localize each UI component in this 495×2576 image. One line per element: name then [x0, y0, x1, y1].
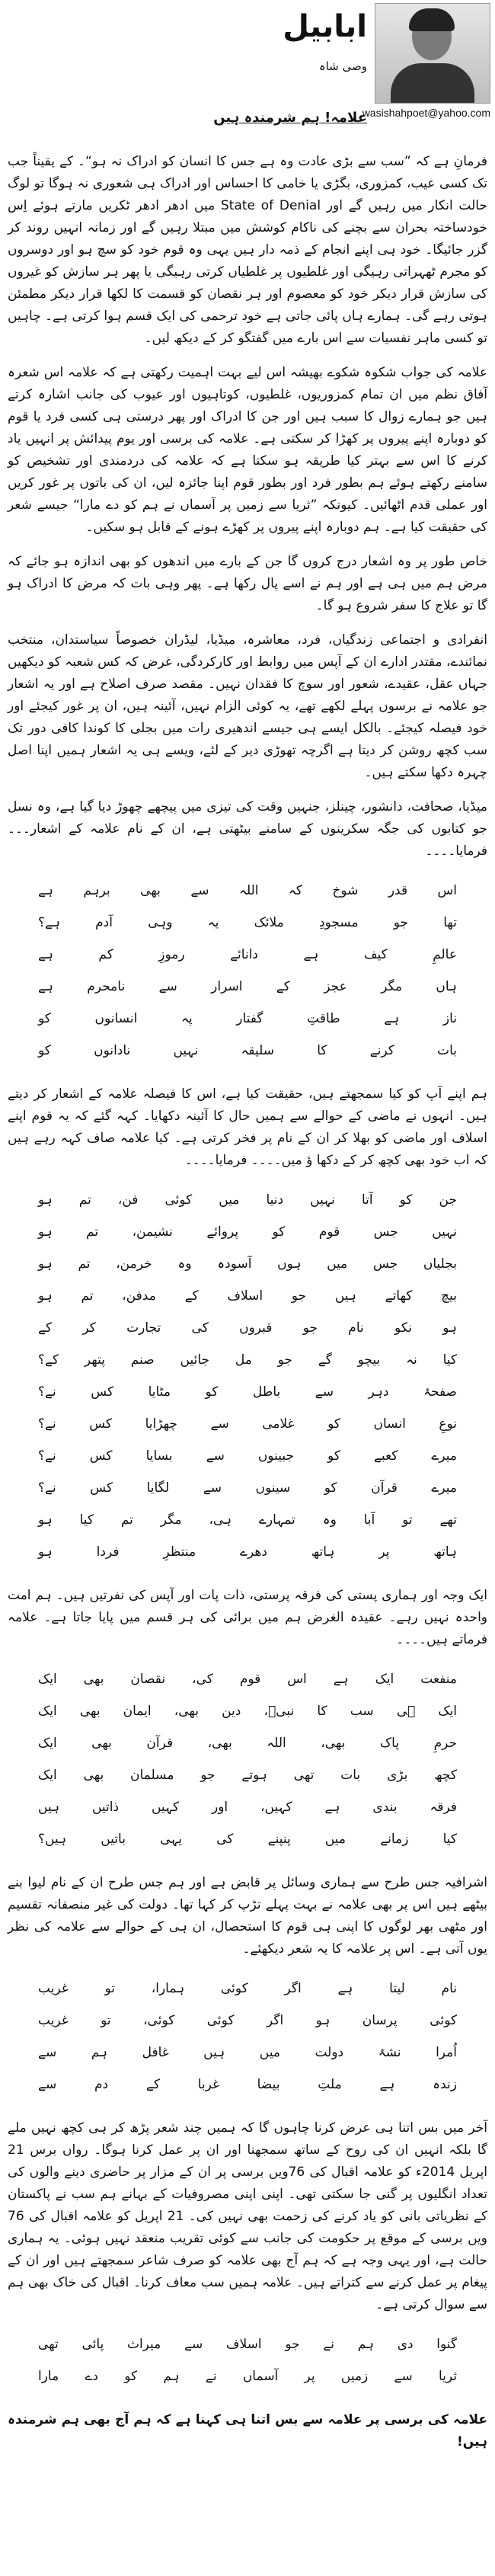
poem-block	[38, 1663, 457, 1855]
poem-block	[38, 1184, 457, 1568]
paragraph: علامہ کی جواب شکوہ شکوے بھیشہ اس لیے بہت اہمیت رکھتی ہے کہ علامہ اس شعرہ آفاق نظم میں ان تمام کمزوریوں، غلطیوں، کوتاہیوں اور عیوب کی جانب اشارہ کرتے ہیں جو ہمارے زوال کا سبب ہیں اور جن کا ادراک اور پھر درستی ہی کسی فرد یا قوم کو دوبارہ اپنے پیروں پر کھڑا کر سکتی ہے۔ علامہ کی برسی اور یوم پیدائش پر انہیں یاد کرنے کا اس سے بہتر کیا طریقہ ہو سکتا ہے کہ علامہ کی دردمندی اور تشخیص کو سامنے رکھتے ہوئے ہم بطور فرد اور بطور قوم اپنا جائزہ لیں، ان کی باتوں پر غور کریں اور عملی قدم اٹھائیں۔ کیونکہ ”ثریا سے زمیں پر آسماں نے ہم کو دے مارا“ جیسے شعر کی حقیقت کیا ہے۔ ہم دوبارہ اپنے پیروں پر کھڑے ہونے کے قابل ہو سکیں۔	[8, 365, 487, 535]
poem-block	[38, 875, 457, 1067]
poem-line: ہاں مگر عجز کے اسرار سے نامحرم ہے	[38, 979, 457, 994]
column-header	[129, 3, 495, 140]
column-logo: ابابیل	[283, 9, 367, 44]
paragraph: میڈیا، صحافت، دانشور، چینلز، جنہیں وقت کی تیزی میں پیچھے چھوڑ دیا گیا ہے، وہ نسل جو کتابوں کی جگہ سکرینوں کے سامنے بیٹھتی ہے، ان کے نام علامہ کے اشعار۔۔۔ فرمایا۔۔۔۔	[8, 799, 487, 859]
poem-line: تھا جو مسجودِ ملائک یہ وہی آدم ہے؟	[38, 915, 457, 930]
paragraph: اشرافیہ جس طرح سے ہماری وسائل پر قابض ہے اور ہم جس طرح ان کے نام لیوا بنے بیٹھے ہیں اس پر بھی علامہ نے بہت پہلے تڑپ کر کہا تھا۔ دولت کی غیر منصفانہ تقسیم اور مٹھی بھر لوگوں کا اپنی ہی قوم کا استحصال، ان ہی کے حوالے سے علامہ کی نظر یوں آتی ہے۔ اس پر علامہ کا یہ شعر دیکھئے۔	[8, 1875, 487, 1957]
closing-line: علامہ کی برسی پر علامہ سے بس اتنا ہی کہنا ہے کہ ہم آج بھی ہم شرمندہ ہیں!	[8, 2412, 487, 2450]
photo-body	[391, 63, 474, 103]
poem-line: نوعِ انساں کو غلامی سے چھڑایا کس نے؟	[38, 1416, 457, 1432]
paragraph: آخر میں بس اتنا ہی عرض کرنا چاہوں گا کہ ہمیں چند شعر پڑھ کر ہی کچھ نہیں ملے گا بلکہ انہیں ان کی روح کے ساتھ سمجھنا اور ان پر عمل کرنا ہوگا۔ رواں برس 21 اپریل 2014ء کو علامہ اقبال کی 76ویں برسی پر ان کے مزار پر حاضری دینے والوں کی تعداد انگلیوں پر گنی جا سکتی تھی۔ اپنی اپنی مصروفیات کے بہانے ہم سب نے پاکستان کے نظریاتی بانی کو یاد کرنے کی زحمت بھی نہیں کی۔ 21 اپریل کو علامہ اقبال کی 76 ویں برسی کے موقع پر حکومت کی جانب سے کوئی تقریب منعقد نہیں ہوئی۔ یہ ہماری حالت ہے، اور یہی وجہ ہے کہ ہم آج بھی علامہ کو صرف شاعر سمجھتے ہیں اور ان کے پیغام پر عمل کرنے سے کتراتے ہیں۔ علامہ ہمیں سب معاف کرنا۔ اقبال کی خاک بھی ہم سے سوال کرتی ہے۔	[8, 2120, 487, 2312]
author-email: wasishahpoet@yahoo.com	[362, 107, 490, 119]
poem-line: جن کو آتا نہیں دنیا میں کوئی فن، تم ہو	[38, 1192, 457, 1208]
poem-line: کوئی پرسان ہو اگر کوئی کوئی، تو غریب	[38, 2013, 457, 2028]
poem-line: بیچ کھاتے ہیں جو اسلاف کے مدفن، تم ہو	[38, 1288, 457, 1304]
paragraph: ہم اپنے آپ کو کیا سمجھتے ہیں، حقیقت کیا ہے، اس کا فیصلہ علامہ کے اشعار کر دیتے ہیں۔ انہوں نے ماضی کے حوالے سے ہمیں حال کا آئینہ دکھایا۔ کہہ گئے کہ یہ قوم اپنے اسلاف اور ماضی کو بھلا کر ان کے نام پر فخر کرتی ہے۔ کیا علامہ صاف کہہ رہے ہیں کہ اب خود بھی کچھ کر کے دکھا ؤ میں۔۔۔۔ فرمایا۔۔۔۔	[8, 1086, 487, 1168]
poem-line: کچھ بڑی بات تھی ہوتے جو مسلمان بھی ایک	[38, 1768, 457, 1783]
poem-line: ہاتھ پر ہاتھ دھرے منتظرِ فردا ہو	[38, 1544, 457, 1560]
paragraph: خاص طور پر وہ اشعار درج کروں گا جن کے بارے میں اندھوں کو بھی اندازہ ہو جائے کہ مرض ہم میں ہی ہے اور ہم نے اسے پال رکھا ہے۔ پھر وہی بات کہ مرض کا ادراک ہو گا تو علاج کا سفر شروع ہو گا۔	[8, 554, 487, 613]
article-body	[8, 151, 487, 2466]
poem-line: حرمِ پاک بھی، اللہ بھی، قرآن بھی ایک	[38, 1736, 457, 1751]
columnist-photo	[375, 3, 490, 104]
poem-line: ثریا سے زمیں پر آسماں نے ہم کو دے مارا	[38, 2369, 457, 2384]
paragraph: فرمانِ ہے کہ ”سب سے بڑی عادت وہ ہے جس کا انسان کو ادراک نہ ہو“۔ کے یقیناً جب تک کسی عیب، کمزوری، بگڑی یا خامی کا احساس اور ادراک ہی شعوری نہ ہوگا تو لوگ حالت انکار میں رہیں گے اور State of Denial میں ادھر ادھر ٹکریں مارتے ہوئے اِس خودساختہ بحران سے بچنے کی ناکام کوشش میں مبتلا رہیں گے اور زمانہ انہیں روند کر گزر جائیگا۔ خود ہی اپنے انجام کے ذمہ دار ہیں یہی وہ قوم خود کو سچ ہو اور دوسروں کو مجرم ٹھہراتی رہیگی اور غلطیوں پر غلطیاں کرتی رہیگی یا پھر ہر سازش کو غیروں کی سازش قرار دیکر خود کو معصوم اور ہر نقصان کو قسمت کا لکھا قرار دیکر مطمئن ہوتی رہے گی۔ ہمارے ہاں پائی جاتی ہے خود ترحمی کی ایک قسم ہوا کرتی ہے۔ چاہیں تو کسی ماہر نفسیات سے اس بارے میں گفتگو کر کے دیکھ لیں۔	[8, 154, 487, 346]
author-name: وصی شاہ	[318, 59, 367, 73]
poem-line: نام لیتا ہے اگر کوئی ہمارا، تو غریب	[38, 1981, 457, 1996]
poem-line: منفعت ایک ہے اس قوم کی، نقصان بھی ایک	[38, 1672, 457, 1687]
poem-line: کیا زمانے میں پنپنے کی یہی باتیں ہیں؟	[38, 1832, 457, 1847]
poem-line: ایک ہی سب کا نبیؐ، دین بھی، ایمان بھی ایک	[38, 1704, 457, 1719]
poem-line: تھے تو آبا وہ تمہارے ہی، مگر تم کیا ہو	[38, 1512, 457, 1528]
poem-line: میرے قرآن کو سینوں سے لگایا کس نے؟	[38, 1480, 457, 1496]
poem-line: میرے کعبے کو جبینوں سے بسایا کس نے؟	[38, 1448, 457, 1464]
poem-line: عالمِ کیف ہے دانائے رموزِ کم ہے	[38, 947, 457, 962]
poem-line: نہیں جس قوم کو پروائے نشیمن، تم ہو	[38, 1224, 457, 1240]
paragraph: انفرادی و اجتماعی زندگیاں، فرد، معاشرہ، میڈیا، لیڈران خصوصاً سیاستدان، منتخب نمائندے، مقتدر ادارے ان کے آپس میں روابط اور کارکردگی، غرض کہ کس شعبہ کو دیکھیں جہاں عقل، عقیدے، شعور اور سوچ کا فقدان نہیں۔ مقصد صرف اصلاح ہے اور یہ اشعار جو علامہ نے برسوں پہلے لکھے تھے، یہ کوئی الزام نہیں، آئینہ ہیں، ان پر غور کیجئے اور خود فیصلہ کیجئے۔ بالکل ایسے ہی جیسے اندھیری رات میں بجلی کا کوندا کافی دور تک سب کچھ روشن کر دیتا ہے اگرچہ تھوڑی دیر کے لئے، ویسے ہی یہ اشعار ہمیں اپنا اصل چہرہ دکھا سکتے ہیں۔	[8, 632, 487, 780]
poem-block	[38, 2328, 457, 2392]
poem-line: کیا نہ بیچو گے جو مل جائیں صنم پتھر کے؟	[38, 1352, 457, 1368]
poem-line: اُمرا نشۂ دولت میں ہیں غافل ہم سے	[38, 2045, 457, 2060]
poem-line: ہو نکو نام جو قبروں کی تجارت کر کے	[38, 1320, 457, 1336]
poem-line: گنوا دی ہم نے جو اسلاف سے میراث پائی تھی	[38, 2337, 457, 2352]
poem-line: بجلیاں جس میں ہوں آسودہ وہ خرمن، تم ہو	[38, 1256, 457, 1272]
poem-line: زندہ ہے ملتِ بیضا غربا کے دم سے	[38, 2077, 457, 2092]
poem-line: فرقہ بندی ہے کہیں، اور کہیں ذاتیں ہیں	[38, 1800, 457, 1815]
poem-line: اس قدر شوخ کہ اللہ سے بھی برہم ہے	[38, 883, 457, 898]
photo-hair	[409, 8, 455, 31]
poem-block	[38, 1973, 457, 2101]
poem-line: صفحۂ دہر سے باطل کو مٹایا کس نے؟	[38, 1384, 457, 1400]
paragraph: ایک وجہ اور ہماری پستی کی فرقہ پرستی، ذات پات اور آپس کی نفرتیں ہیں۔ ہم امت واحدہ نہیں رہے۔ عقیدہ الغرض ہم میں برائی کی ہر قسم میں پایا جاتا ہے۔ علامہ فرماتے ہیں۔۔۔۔	[8, 1588, 487, 1647]
column-title: علامہ! ہم شرمندہ ہیں	[213, 110, 367, 126]
poem-line: بات کرنے کا سلیقہ نہیں نادانوں کو	[38, 1043, 457, 1058]
poem-line: ناز ہے طاقتِ گفتار پہ انسانوں کو	[38, 1011, 457, 1026]
